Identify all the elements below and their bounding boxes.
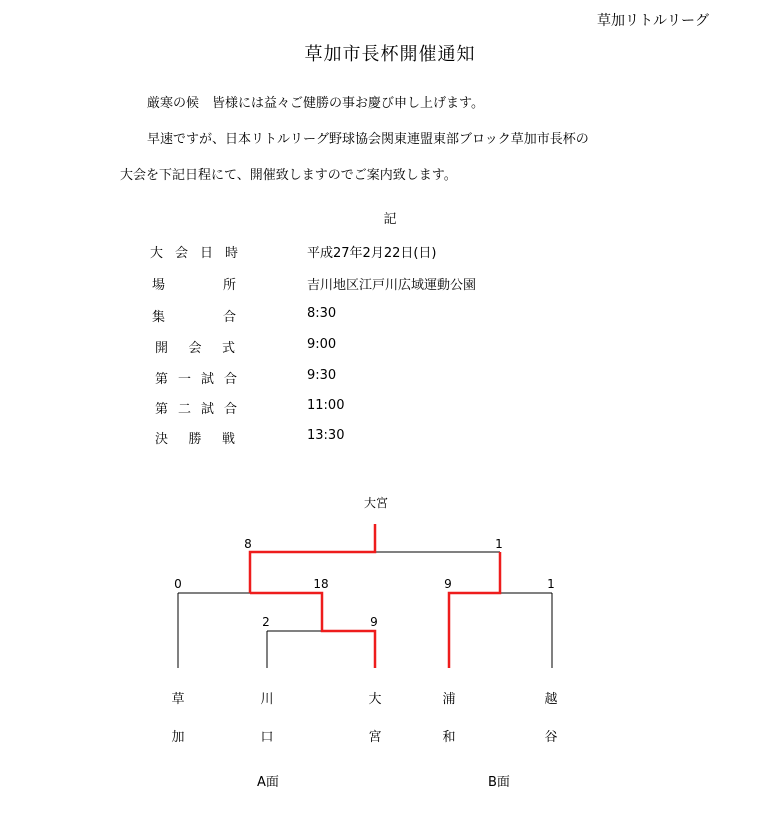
schedule-label-assembly: 集合 [152,310,236,325]
team-koshigaya-char1: 越 [544,692,558,707]
schedule-value-game1: 9:30 [307,368,337,383]
team-omiya-char2: 宮 [368,730,382,745]
score-first-round-right: 9 [370,615,378,629]
winner-path-semi-right [449,552,500,668]
schedule-value-venue: 吉川地区江戸川広域運動公園 [307,278,477,293]
schedule-label-game2: 第二試合 [155,402,237,417]
greeting-paragraph: 厳寒の候 皆様には益々ご健勝の事お慶び申し上げます。 [147,96,484,111]
score-semi-left-left: 0 [174,577,182,591]
ki-heading: 記 [383,212,397,227]
court-b-label: B面 [488,775,510,790]
schedule-value-date: 平成27年2月22日(日) [307,246,437,261]
body-paragraph-line-2: 大会を下記日程にて、開催致しますのでご案内致します。 [120,168,457,183]
body-paragraph-line-1: 早速ですが、日本リトルリーグ野球協会関東連盟東部ブロック草加市長杯の [147,132,589,147]
schedule-label-opening: 開会式 [155,341,235,356]
schedule-label-date: 大会日時 [150,246,238,261]
team-kawaguchi-char1: 川 [260,692,274,707]
score-semi-left-right: 18 [313,577,329,591]
team-urawa-char2: 和 [442,730,456,745]
team-urawa-char1: 浦 [442,692,456,707]
schedule-label-game1: 第一試合 [155,372,237,387]
schedule-value-assembly: 8:30 [307,306,337,321]
court-a-label: A面 [257,775,279,790]
team-kawaguchi-char2: 口 [260,730,274,745]
team-koshigaya-char2: 谷 [544,730,558,745]
score-first-round-left: 2 [262,615,270,629]
winner-path [250,524,500,668]
score-final-right: 1 [495,537,503,551]
bracket-lines [178,552,552,668]
schedule-label-venue: 場所 [152,278,236,293]
schedule-label-final: 決勝戦 [155,432,235,447]
schedule-value-game2: 11:00 [307,398,345,413]
score-final-left: 8 [244,537,252,551]
page-title: 草加市長杯開催通知 [304,44,476,65]
organization-name: 草加リトルリーグ [597,13,709,29]
team-omiya-char1: 大 [368,692,382,707]
schedule-value-opening: 9:00 [307,337,337,352]
team-soka-char2: 加 [171,730,185,745]
champion-label: 大宮 [363,496,389,510]
schedule-value-final: 13:30 [307,428,345,443]
team-soka-char1: 草 [171,692,185,707]
score-semi-right-left: 9 [444,577,452,591]
score-semi-right-right: 1 [547,577,555,591]
